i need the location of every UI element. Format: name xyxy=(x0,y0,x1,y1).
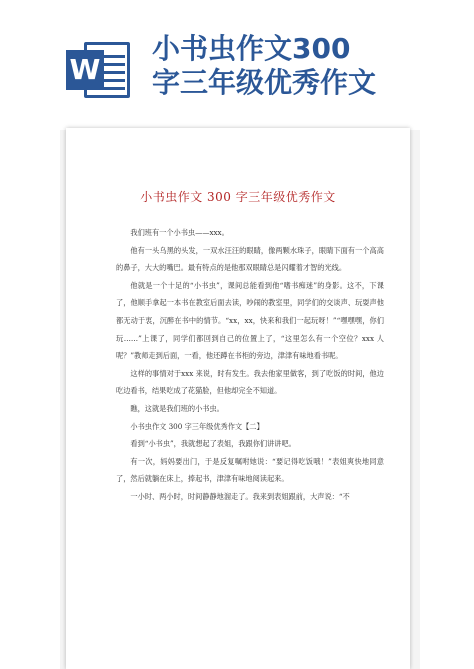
paragraph: 有一次，妈妈要出门，于是反复嘱咐她说：“要记得吃饭哦！”表姐爽快地同意了，然后就躺在床上，捧起书，津津有味地阅读起来。 xyxy=(116,456,384,484)
banner xyxy=(0,0,474,140)
paragraph: 他有一头乌黑的头发，一双水汪汪的眼睛，像两颗水珠子，眼睛下面有一个高高的鼻子，大大的嘴巴。最有特点的是他那双眼睛总是闪耀着才智的光线。 xyxy=(116,245,384,273)
doc-line-icon xyxy=(101,55,125,58)
doc-line-icon xyxy=(101,79,125,82)
doc-line-icon xyxy=(101,87,125,90)
doc-line-icon xyxy=(101,71,125,74)
paragraph: 瞧，这就是我们班的小书虫。 xyxy=(130,403,224,413)
word-document-icon xyxy=(62,38,134,102)
paragraph: 看到“小书虫”，我就想起了表姐，我跟你们讲讲吧。 xyxy=(130,439,296,449)
document-title: 小书虫作文 300 字三年级优秀作文 xyxy=(140,190,336,204)
paragraph: 一小时、两小时，时间静静地溜走了。我来到表姐跟前，大声说：“不 xyxy=(130,491,350,501)
paragraph: 我们班有一个小书虫——xxx。 xyxy=(130,228,229,237)
banner-title-line2: 字三年级优秀作文 xyxy=(152,66,377,99)
document-page xyxy=(66,128,410,669)
paragraph: 他就是一个十足的“小书虫”，课间总能看到他“嗜书痴迷”的身影。这不，下课了，他顺手拿起一本书在教室后面去读，吵闹的教室里，同学们的交谈声、玩耍声他都无动于衷，沉醉在书中的情节。“xx，xx，快来和我们一起玩呀！”“嘿嘿嘿，你们玩……”上课了，同学们都回到自己的位置上了，“这里怎么有一个空位？xxx 人呢？”教师走到后面，一看，他还蹲在书柜的旁边，津津有味地看书呢。 xyxy=(116,280,384,361)
word-letter-icon: W xyxy=(66,50,104,90)
doc-line-icon xyxy=(101,63,125,66)
document-body xyxy=(116,224,384,506)
section-heading: 小书虫作文 300 字三年级优秀作文【二】 xyxy=(130,421,264,431)
banner-title xyxy=(152,32,462,100)
banner-title-line1: 小书虫作文300 xyxy=(152,32,351,65)
paragraph: 这样的事情对于xxx 来说，时有发生。我去他家里做客，到了吃饭的时间，他边吃边看书，结果吃成了花猫脸，但他却完全不知道。 xyxy=(116,368,384,396)
